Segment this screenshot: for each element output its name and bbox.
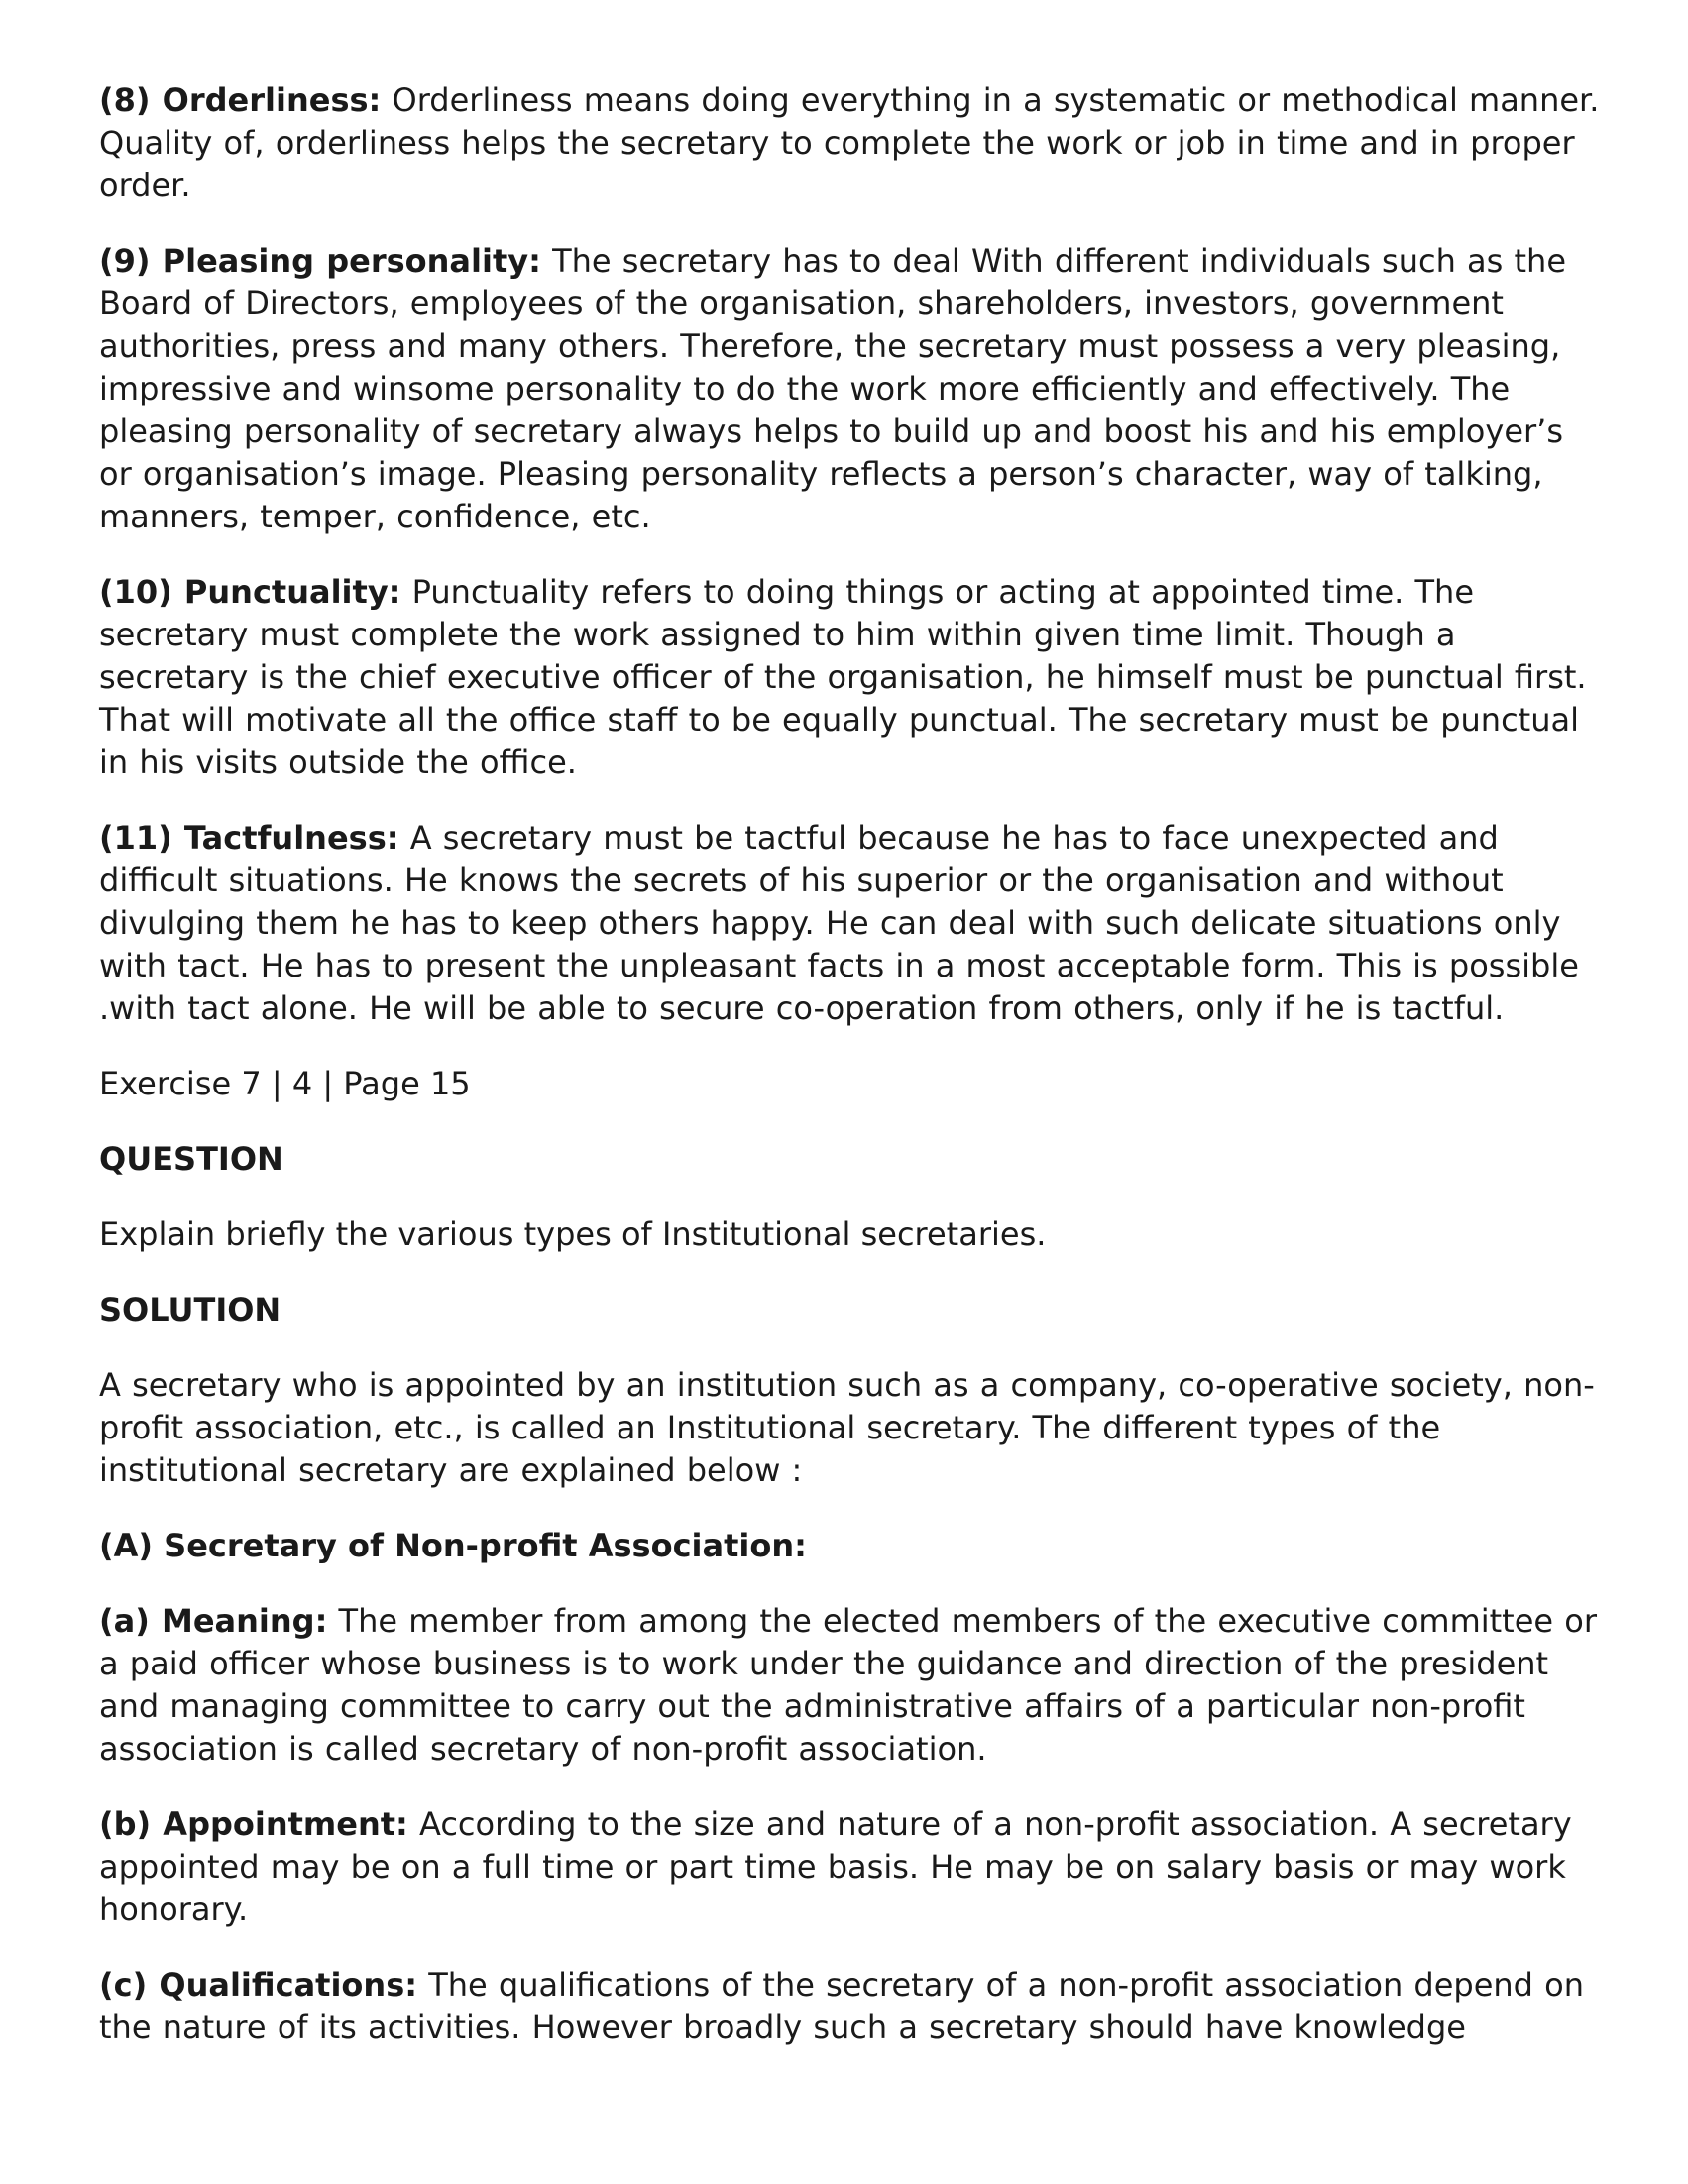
item-label: (11) Tactfulness: [99, 819, 399, 857]
item-label: (10) Punctuality: [99, 573, 401, 611]
section-a-qualifications [99, 1964, 1606, 2049]
document-page [99, 79, 1606, 2082]
quality-tactfulness [99, 817, 1606, 1030]
item-label: (8) Orderliness: [99, 81, 382, 119]
item-text: The secretary has to deal With different individuals such as the Board of Directors, employees of the organisation, shareholders, investors, government authorities, press and many others. Therefore, the secretary must possess a very pleasing, impressive and winsome personality to do the work more efficiently and effectively. The pleasing personality of secretary always helps to build up and boost his and his employer’s or organisation’s image. Pleasing personality reflects a person’s character, way of talking, manners, temper, confidence, etc. [99, 242, 1566, 535]
item-text: Orderliness means doing everything in a systematic or methodical manner. Quality of, orderliness helps the secretary to complete the work or job in time and in proper order. [99, 81, 1600, 204]
item-label: (b) Appointment: [99, 1805, 408, 1843]
section-a-heading: (A) Secretary of Non-profit Association: [99, 1527, 807, 1564]
quality-orderliness [99, 79, 1606, 207]
item-label: (c) Qualifications: [99, 1966, 418, 2004]
quality-pleasing-personality [99, 240, 1606, 538]
item-text: Punctuality refers to doing things or acting at appointed time. The secretary must complete the work assigned to him within given time limit. Though a secretary is the chief executive officer of the organisation, he himself must be punctual first. That will motivate all the office staff to be equally punctual. The secretary must be punctual in his visits outside the office. [99, 573, 1587, 781]
item-text: The qualifications of the secretary of a non-profit association depend on the nature of its activities. However broadly such a secretary should have knowledge [99, 1966, 1585, 2046]
item-label: (9) Pleasing personality: [99, 242, 541, 280]
question-text: Explain briefly the various types of Institutional secretaries. [99, 1215, 1047, 1253]
question-heading: QUESTION [99, 1140, 283, 1178]
item-text: A secretary must be tactful because he has to face unexpected and difficult situations. He knows the secrets of his superior or the organisation and without divulging them he has to keep others happy. He can deal with such delicate situations only with tact. He has to present the unpleasant facts in a most acceptable form. This is possible .with tact alone. He will be able to secure co-operation from others, only if he is tactful. [99, 819, 1579, 1027]
exercise-reference: Exercise 7 | 4 | Page 15 [99, 1065, 471, 1102]
item-label: (a) Meaning: [99, 1602, 328, 1640]
solution-intro: A secretary who is appointed by an institution such as a company, co-operative society, non-profit association, etc., is called an Institutional secretary. The different types of the institutional secretary are explained below : [99, 1366, 1595, 1489]
section-a-meaning [99, 1600, 1606, 1771]
section-a-appointment [99, 1803, 1606, 1931]
quality-punctuality [99, 571, 1606, 784]
item-text: According to the size and nature of a non-profit association. A secretary appointed may be on a full time or part time basis. He may be on salary basis or may work honorary. [99, 1805, 1572, 1928]
item-text: The member from among the elected members of the executive committee or a paid officer whose business is to work under the guidance and direction of the president and managing committee to carry out the administrative affairs of a particular non-profit association is called secretary of non-profit association. [99, 1602, 1597, 1768]
solution-heading: SOLUTION [99, 1291, 281, 1328]
